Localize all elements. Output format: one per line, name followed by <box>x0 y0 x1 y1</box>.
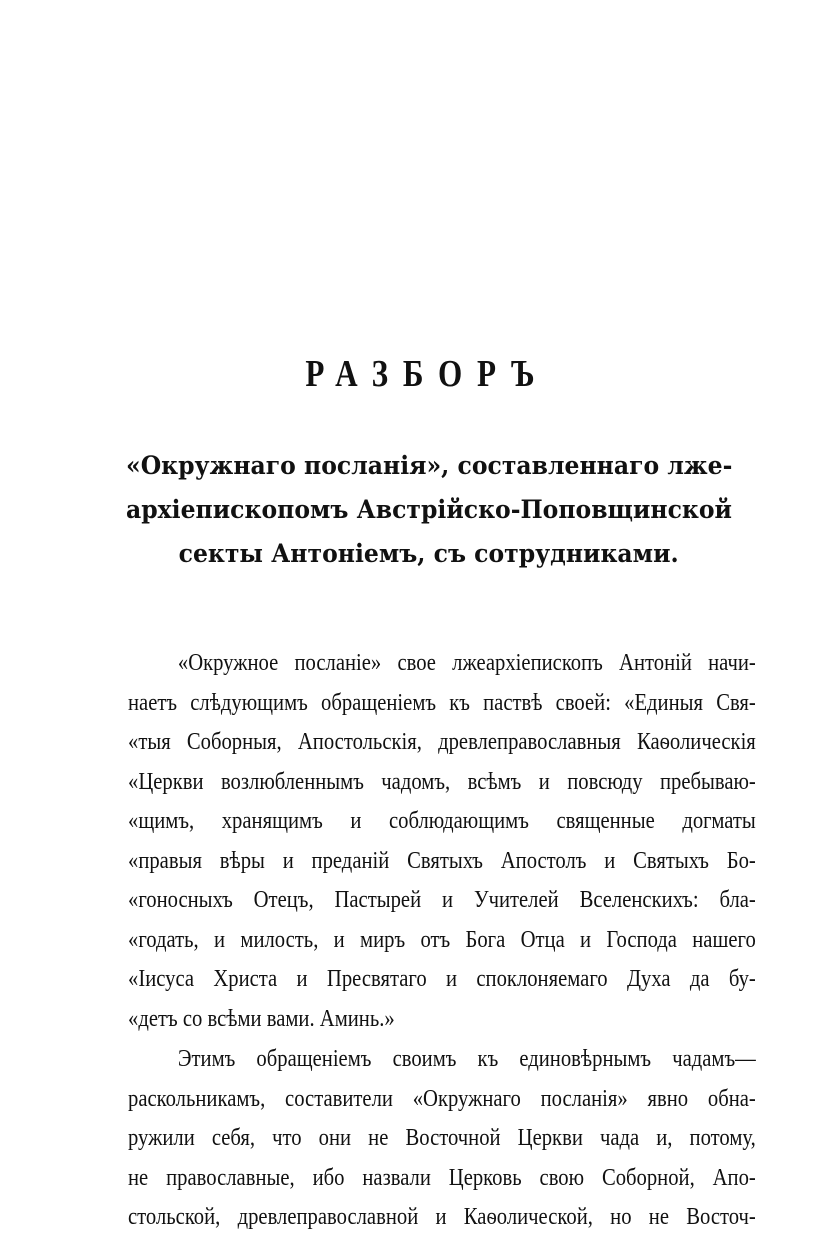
text-line: стольской, древлеправославной и Каѳолической, но не Восточ- <box>128 1204 756 1230</box>
paragraph-2 <box>128 1040 756 1238</box>
subtitle-line: архіепископомъ Австрійско-Поповщинской <box>126 495 732 524</box>
text-line: «щимъ, хранящимъ и соблюдающимъ священные догматы <box>128 808 756 834</box>
text-line: «гоносныхъ Отецъ, Пастырей и Учителей Вселенскихъ: бла- <box>128 887 756 913</box>
subtitle-block <box>126 444 754 576</box>
subtitle-line: секты Антоніемъ, съ сотрудниками. <box>178 539 679 568</box>
text-line: «детъ со всѣми вами. Аминь.» <box>128 1005 395 1032</box>
text-line: «Окружное посланіе» свое лжеархіепископъ Антоній начи- <box>177 650 756 676</box>
body-text <box>128 644 756 1238</box>
text-line: ружили себя, что они не Восточной Церкви чада и, потому, <box>128 1125 756 1151</box>
text-line: наетъ слѣдующимъ обращеніемъ къ паствѣ своей: «Единыя Свя- <box>128 689 756 716</box>
paragraph-1 <box>128 644 756 1039</box>
text-line: «Церкви возлюбленнымъ чадомъ, всѣмъ и повсюду пребываю- <box>128 768 756 795</box>
text-line: «годать, и милость, и миръ отъ Бога Отца и Господа нашего <box>128 926 756 953</box>
text-line: «Іисуса Христа и Пресвятаго и споклоняемаго Духа да бу- <box>128 966 756 992</box>
text-line: «тыя Соборныя, Апостольскія, древлеправославныя Каѳолическія <box>128 729 756 755</box>
text-line: не православные, ибо назвали Церковь свою Соборной, Апо- <box>128 1164 756 1191</box>
text-line: «правыя вѣры и преданій Святыхъ Апостолъ и Святыхъ Бо- <box>128 847 756 874</box>
text-line: Этимъ обращеніемъ своимъ къ единовѣрнымъ чадамъ— <box>177 1046 756 1072</box>
page-heading: РАЗБОРЪ <box>305 353 550 395</box>
text-line: раскольникамъ, составители «Окружнаго посланія» явно обна- <box>128 1085 756 1112</box>
subtitle-line: «Окружнаго посланія», составленнаго лже- <box>126 451 733 480</box>
